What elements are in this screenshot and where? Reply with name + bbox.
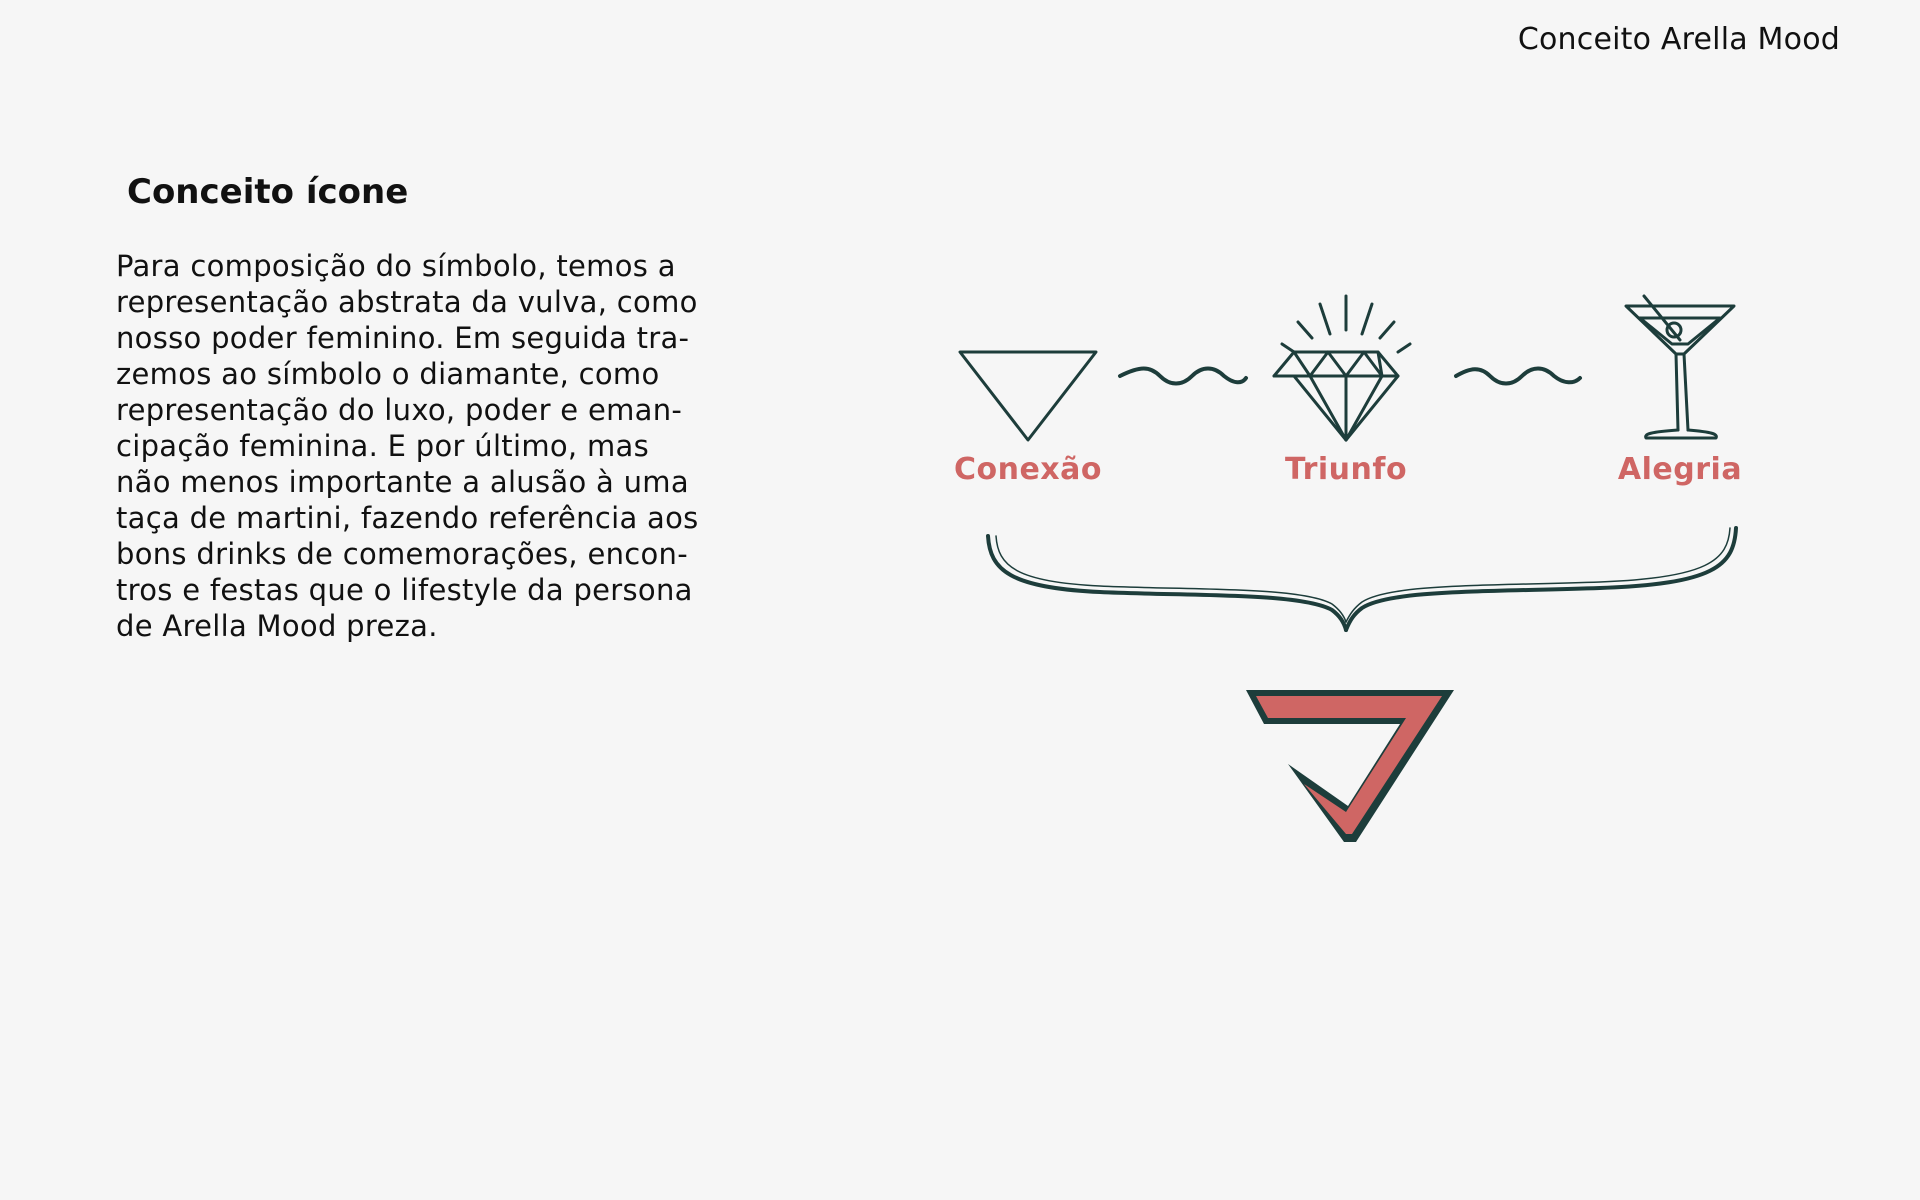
triangle-icon [960, 352, 1096, 440]
arella-mood-logo-icon [1246, 690, 1454, 842]
description-line: cipação feminina. E por último, mas [116, 429, 649, 463]
wave-connector-icon [1456, 369, 1580, 384]
description-line: Para composição do símbolo, temos a [116, 249, 676, 283]
brace-connector-icon [988, 528, 1736, 630]
description-line: zemos ao símbolo o diamante, como [116, 357, 660, 391]
description-line: taça de martini, fazendo referência aos [116, 501, 699, 535]
diamond-icon [1274, 296, 1410, 440]
concept-label-conexao: Conexão [953, 452, 1103, 487]
wave-connector-icon [1120, 369, 1246, 384]
description-line: não menos importante a alusão à uma [116, 465, 689, 499]
section-heading: Conceito ícone [127, 172, 409, 212]
description-line: nosso poder feminino. Em seguida tra- [116, 321, 690, 355]
description-line: representação abstrata da vulva, como [116, 285, 698, 319]
page-header-title: Conceito Arella Mood [1517, 22, 1840, 57]
concept-label-alegria: Alegria [1617, 452, 1743, 487]
description-line: tros e festas que o lifestyle da persona [116, 573, 693, 607]
description-line: representação do luxo, poder e eman- [116, 393, 683, 427]
martini-icon [1626, 296, 1734, 438]
description-line: bons drinks de comemorações, encon- [116, 537, 689, 571]
concept-label-triunfo: Triunfo [1284, 452, 1408, 487]
description-line: de Arella Mood preza. [116, 609, 438, 643]
